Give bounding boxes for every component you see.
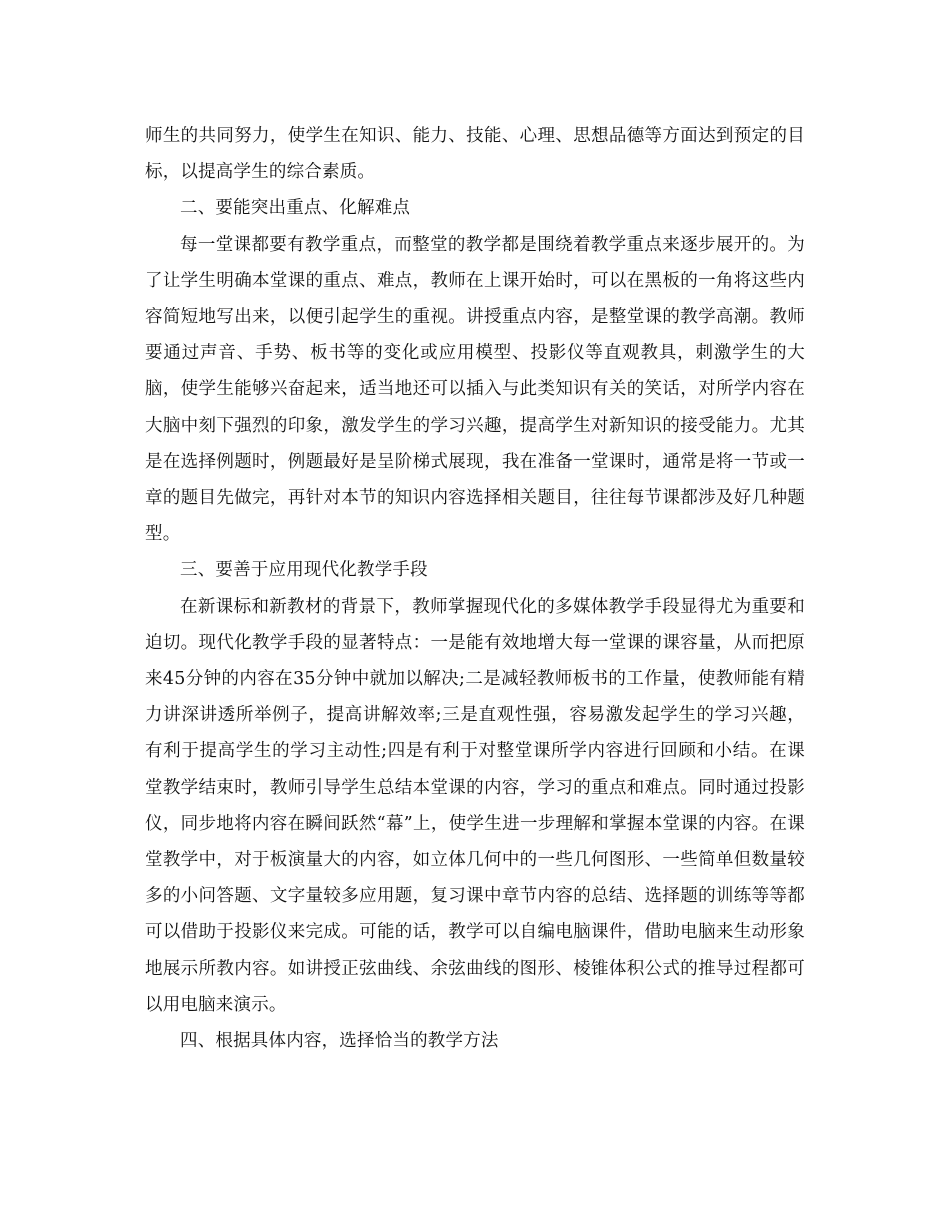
section-heading-3: 三、要善于应用现代化教学手段 xyxy=(180,560,428,581)
paragraph-modern-teaching: 在新课标和新教材的背景下，教师掌握现代化的多媒体教学手段显得尤为重要和迫切。现代化教学手段的显著特点：一是能有效地增大每一堂课的课容量，从而把原来45分钟的内容在35分钟中就加以解决;二是减轻教师板书的工作量，使教师能有精力讲深讲透所举例子，提高讲解效率;三是直观性强，容易激发起学生的学习兴趣，有利于提高学生的学习主动性;四是有利于对整堂课所学内容进行回顾和小结。在课堂教学结束时，教师引导学生总结本堂课的内容，学习的重点和难点。同时通过投影仪，同步地将内容在瞬间跃然“幕”上，使学生进一步理解和掌握本堂课的内容。在课堂教学中，对于板演量大的内容，如立体几何中的一些几何图形、一些简单但数量较多的小问答题、文字量较多应用题，复习课中章节内容的总结、选择题的训练等等都可以借助于投影仪来完成。可能的话，教学可以自编电脑课件，借助电脑来生动形象地展示所教内容。如讲授正弦曲线、余弦曲线的图形、棱锥体积公式的推导过程都可以用电脑来演示。 xyxy=(145,596,805,1015)
paragraph-continuation: 师生的共同努力，使学生在知识、能力、技能、心理、思想品德等方面达到预定的目标，以提高学生的综合素质。 xyxy=(145,126,805,183)
paragraph-key-points: 每一堂课都要有教学重点，而整堂的教学都是围绕着教学重点来逐步展开的。为了让学生明确本堂课的重点、难点，教师在上课开始时，可以在黑板的一角将这些内容简短地写出来，以便引起学生的重视。讲授重点内容，是整堂课的教学高潮。教师要通过声音、手势、板书等的变化或应用模型、投影仪等直观教具，刺激学生的大脑，使学生能够兴奋起来，适当地还可以插入与此类知识有关的笑话，对所学内容在大脑中刻下强烈的印象，激发学生的学习兴趣，提高学生对新知识的接受能力。尤其是在选择例题时，例题最好是呈阶梯式展现，我在准备一堂课时，通常是将一节或一章的题目先做完，再针对本节的知识内容选择相关题目，往往每节课都涉及好几种题型。 xyxy=(145,234,805,545)
section-heading-4: 四、根据具体内容，选择恰当的教学方法 xyxy=(180,1031,499,1052)
section-heading-2: 二、要能突出重点、化解难点 xyxy=(180,198,411,219)
document-body xyxy=(145,118,805,1059)
